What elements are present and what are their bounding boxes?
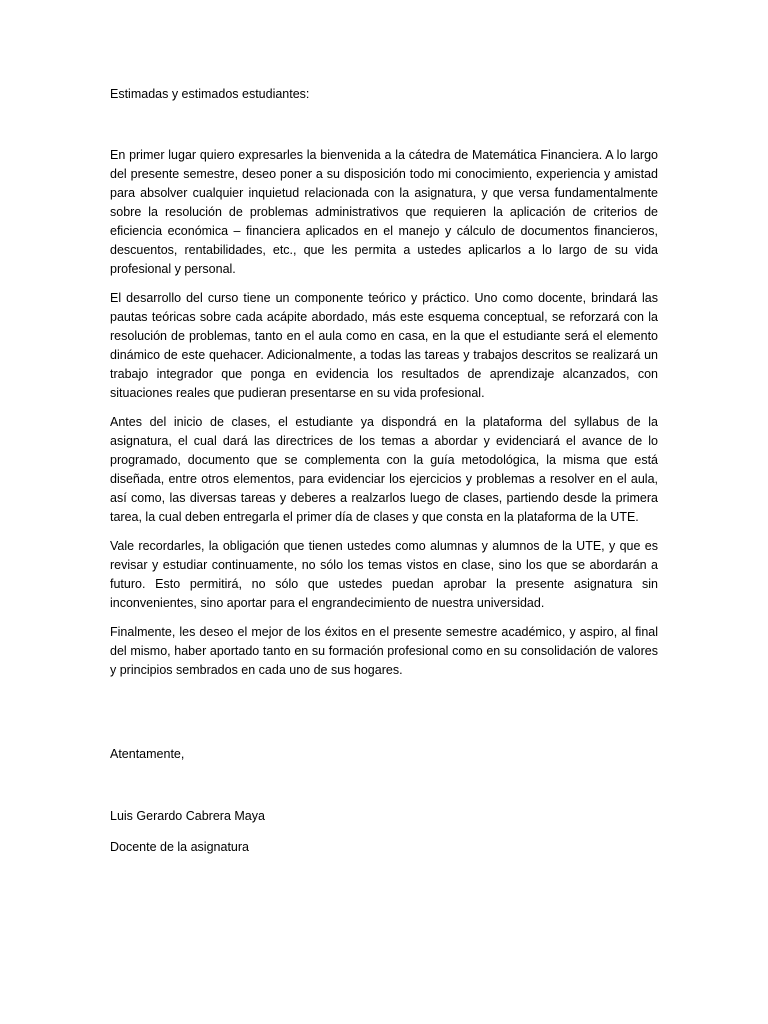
salutation: Estimadas y estimados estudiantes: bbox=[110, 87, 310, 101]
paragraph-farewell: Finalmente, les deseo el mejor de los éxitos en el presente semestre académico, y aspiro, al final del mismo, haber aportado tanto en su formación profesional como en su consolidación de valores y principios sembrados en cada uno de sus hogares. bbox=[110, 625, 658, 677]
paragraph-syllabus: Antes del inicio de clases, el estudiante ya dispondrá en la plataforma del syllabus de la asignatura, el cual dará las directrices de los temas a abordar y evidenciará el avance de lo programado, documento que se complementa con la guía metodológica, la misma que está diseñada, entre otros elementos, para evidenciar los ejercicios y problemas a resolver en el aula, así como, las diversas tareas y deberes a realzarlos luego de clases, partiendo desde la primera tarea, la cual deben entregarla el primer día de clases y que consta en la plataforma de la UTE. bbox=[110, 415, 658, 524]
paragraph-course-development: El desarrollo del curso tiene un componente teórico y práctico. Uno como docente, brindará las pautas teóricas sobre cada acápite abordado, más este esquema conceptual, se reforzará con la resolución de problemas, tanto en el aula como en casa, en la que el estudiante será el elemento dinámico de este quehacer. Adicionalmente, a todas las tareas y trabajos descritos se realizará un trabajo integrador que ponga en evidencia los resultados de aprendizaje alcanzados, con situaciones reales que pudieran presentarse en su vida profesional. bbox=[110, 291, 658, 400]
letter-body bbox=[110, 146, 658, 690]
closing: Atentamente, bbox=[110, 747, 185, 761]
paragraph-obligations: Vale recordarles, la obligación que tienen ustedes como alumnas y alumnos de la UTE, y que es revisar y estudiar continuamente, no sólo los temas vistos en clase, sino los que se abordarán a futuro. Esto permitirá, no sólo que ustedes puedan aprobar la presente asignatura sin inconvenientes, sino aportar para el engrandecimiento de nuestra universidad. bbox=[110, 539, 658, 610]
paragraph-welcome: En primer lugar quiero expresarles la bienvenida a la cátedra de Matemática Financiera. A lo largo del presente semestre, deseo poner a su disposición todo mi conocimiento, experiencia y amistad para absolver cualquier inquietud relacionada con la asignatura, y que versa fundamentalmente sobre la resolución de problemas administrativos que requieren la aplicación de criterios de eficiencia económica – financiera aplicados en el manejo y cálculo de documentos financieros, descuentos, rentabilidades, etc., que les permita a ustedes aplicarlos a lo largo de su vida profesional y personal. bbox=[110, 148, 658, 276]
signature-role: Docente de la asignatura bbox=[110, 840, 249, 854]
letter-page bbox=[110, 0, 658, 1024]
signature-name: Luis Gerardo Cabrera Maya bbox=[110, 809, 265, 823]
